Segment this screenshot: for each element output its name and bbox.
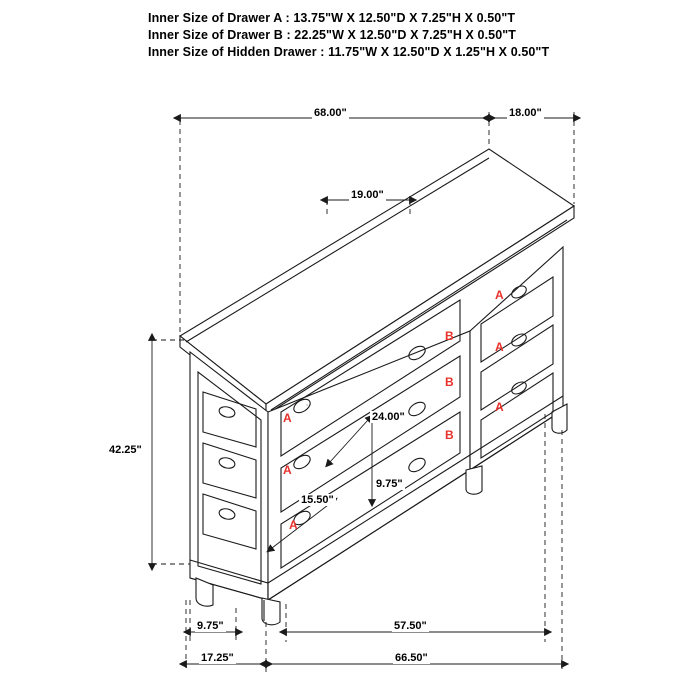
dim-bottom-base-width: 57.50" [394, 620, 427, 632]
drawer-label-center-2: B [445, 375, 454, 389]
spec-line-drawer-a: Inner Size of Drawer A : 13.75"W X 12.50"D X 7.25"H X 0.50"T [148, 11, 516, 25]
drawer-label-left-1: A [283, 411, 292, 425]
drawer-label-center-1: B [445, 329, 454, 343]
dim-top-right: 18.00" [509, 107, 542, 119]
dim-bottom-left-foot: 9.75" [197, 620, 224, 632]
spec-line-hidden-drawer: Inner Size of Hidden Drawer : 11.75"W X 12.50"D X 1.25"H X 0.50"T [148, 45, 550, 59]
drawer-label-left-3: A [289, 518, 298, 532]
dim-bottom-overall: 66.50" [395, 652, 428, 664]
dim-center-drawer-width: 15.50" [301, 494, 334, 506]
dim-top-center: 19.00" [351, 189, 384, 201]
drawer-label-left-2: A [283, 463, 292, 477]
drawer-label-center-3: B [445, 428, 454, 442]
dim-top-overall: 68.00" [314, 107, 347, 119]
drawer-label-right-1: A [495, 288, 504, 302]
drawer-label-right-3: A [495, 400, 504, 414]
dim-center-drawer-height: 24.00" [372, 411, 405, 423]
spec-line-drawer-b: Inner Size of Drawer B : 22.25"W X 12.50"D X 7.25"H X 0.50"T [148, 28, 517, 42]
dim-center-drawer-small: 9.75" [376, 478, 403, 490]
furniture-body [180, 149, 574, 625]
drawer-label-right-2: A [495, 340, 504, 354]
dim-bottom-left-depth: 17.25" [201, 652, 234, 664]
dim-left-height: 42.25" [109, 444, 142, 456]
